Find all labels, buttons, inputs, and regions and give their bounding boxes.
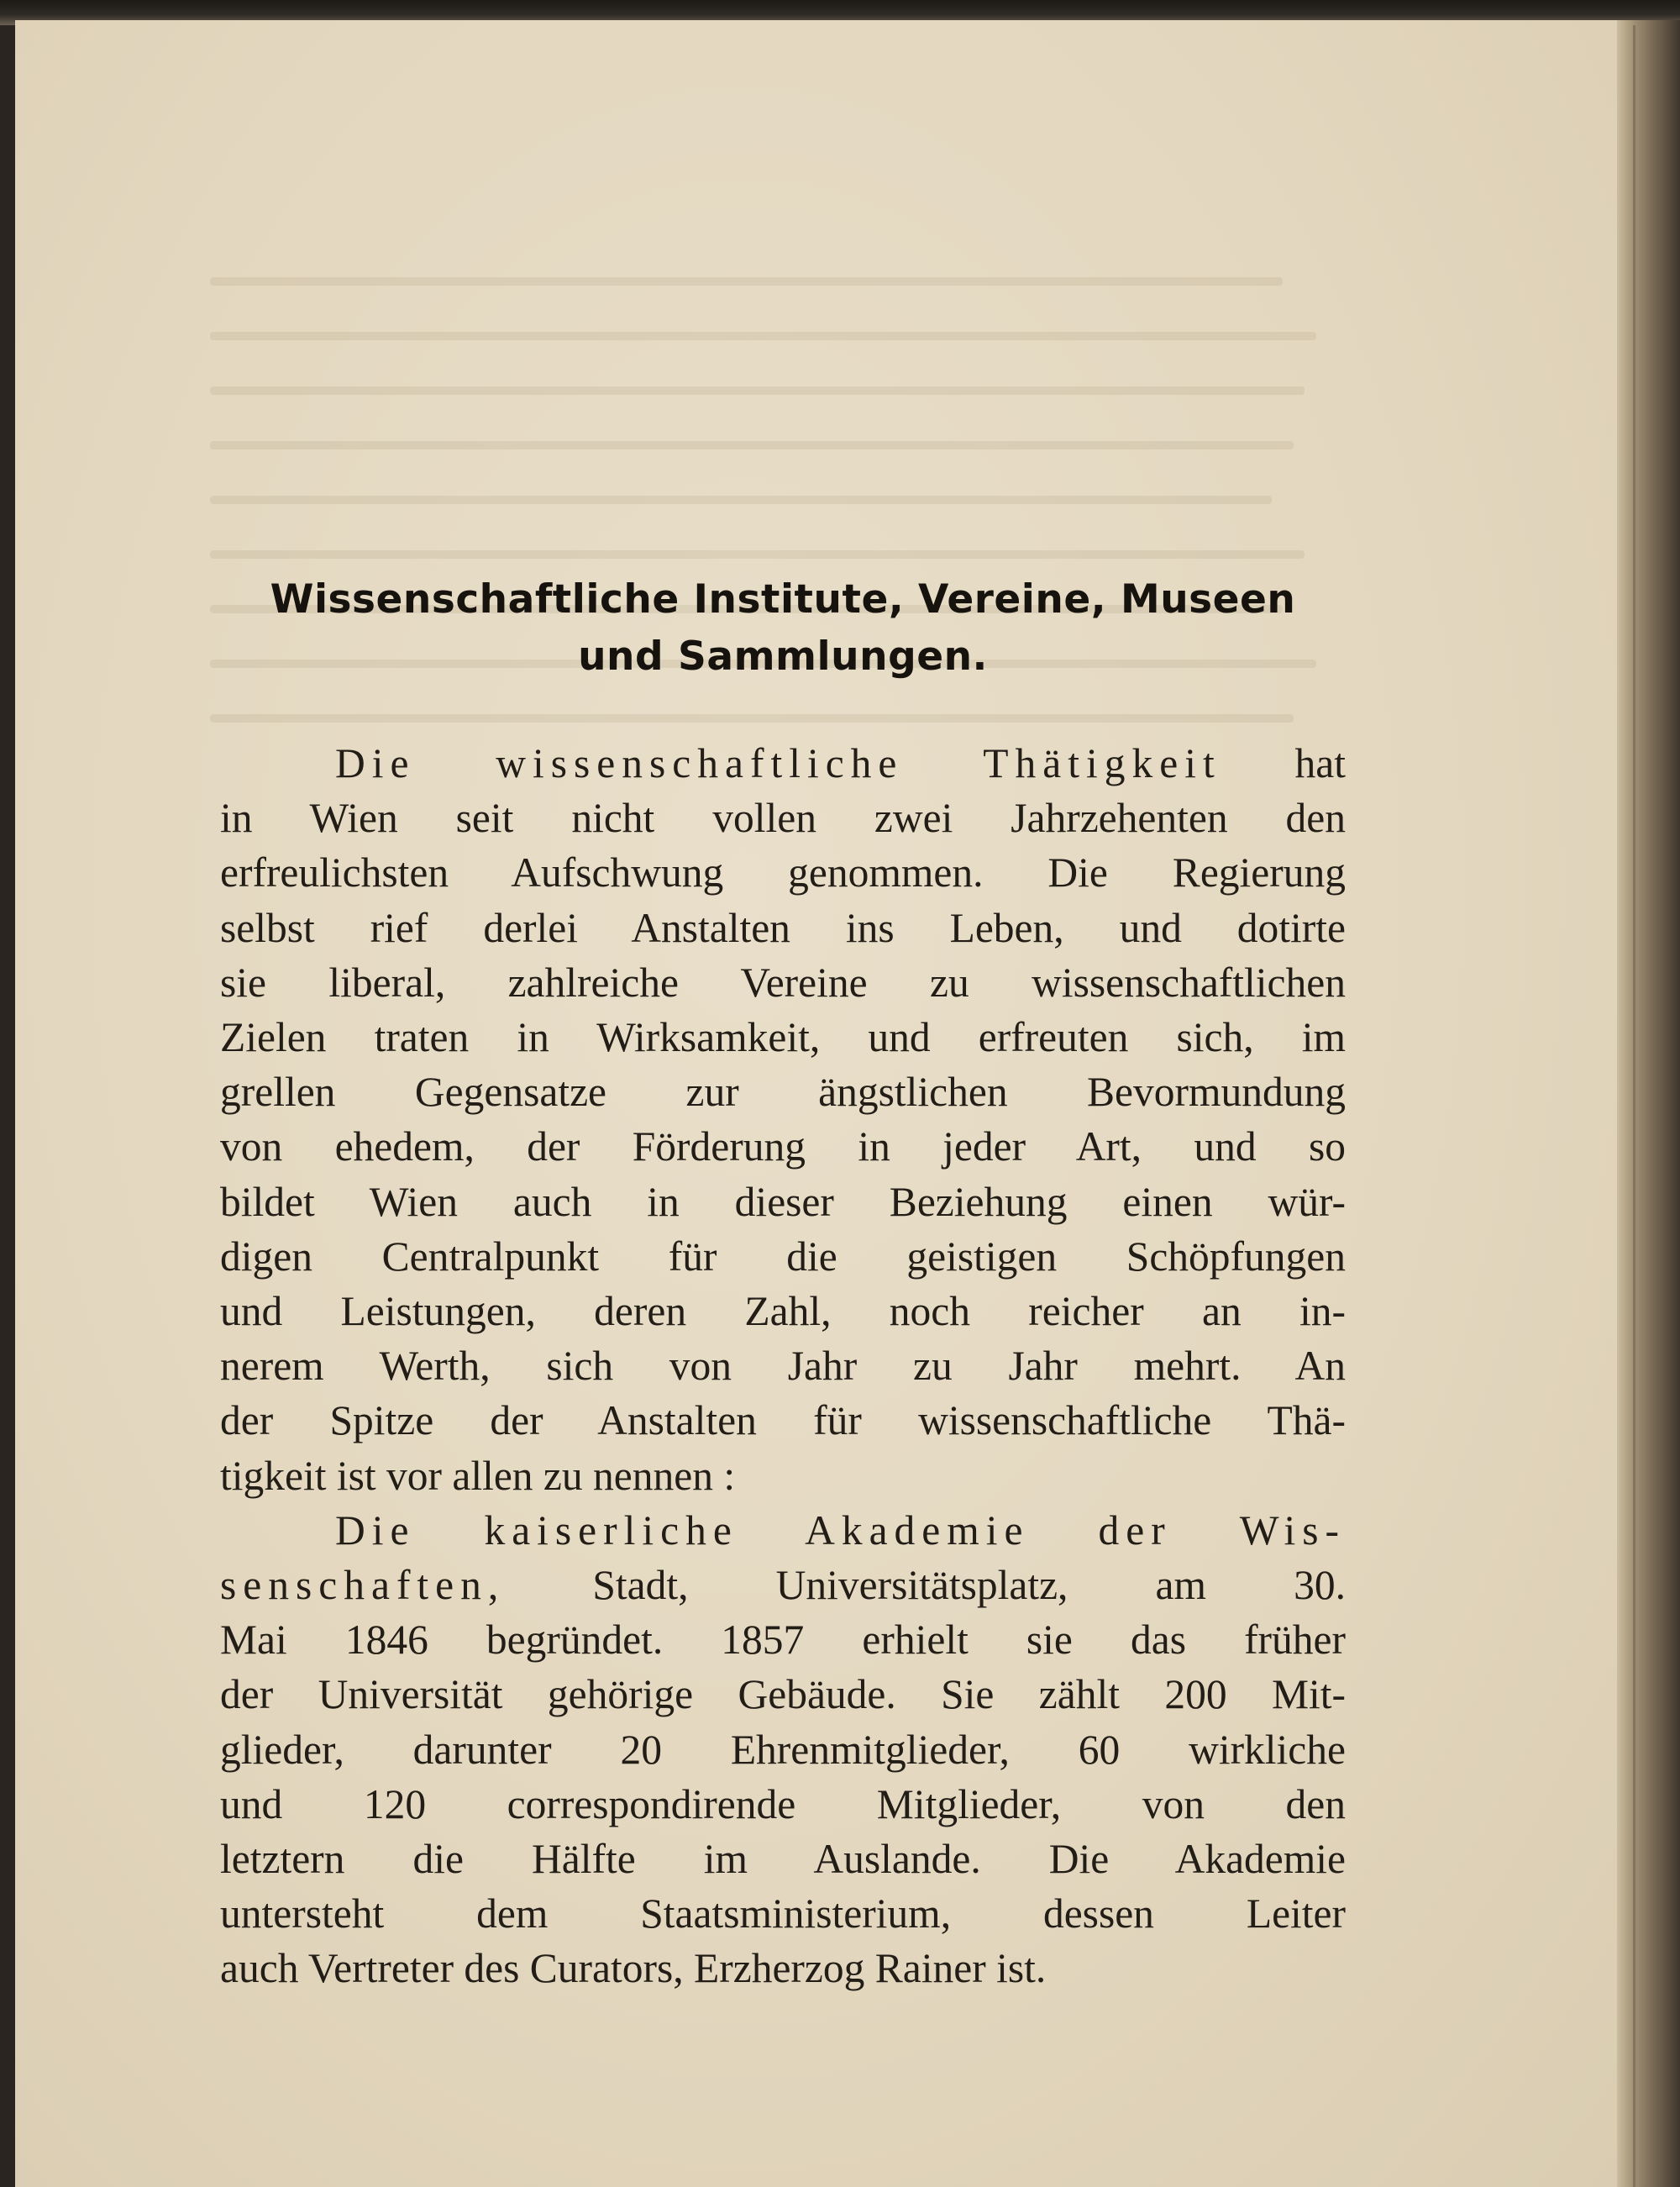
paragraph-1-line: nerem Werth, sich von Jahr zu Jahr mehrt. An	[220, 1343, 1346, 1390]
paragraph-1-line: der Spitze der Anstalten für wissenschaftliche Thä-	[220, 1397, 1346, 1444]
paragraph-1-line	[220, 736, 1346, 791]
line-text: Stadt, Universitätsplatz, am 30.	[505, 1562, 1346, 1609]
book-binding-edge	[1617, 20, 1680, 2187]
paragraph-1-line: selbst rief derlei Anstalten ins Leben, und dotirte	[220, 904, 1346, 951]
paragraph-1-line: Zielen traten in Wirksamkeit, und erfreuten sich, im	[220, 1014, 1346, 1061]
paragraph-1	[220, 736, 1346, 1503]
line-text: hat	[1221, 740, 1346, 786]
paragraph-2-line: Mai 1846 begründet. 1857 erhielt sie das früher	[220, 1617, 1346, 1664]
section-heading	[220, 571, 1346, 686]
paragraph-1-line: in Wien seit nicht vollen zwei Jahrzehenten den	[220, 795, 1346, 842]
paragraph-2-line	[220, 1558, 1346, 1612]
section-heading-line-1: Wissenschaftliche Institute, Vereine, Museen	[270, 576, 1296, 623]
paragraph-1-line: bildet Wien auch in dieser Beziehung einen wür-	[220, 1178, 1346, 1225]
paragraph-2-line	[220, 1503, 1346, 1558]
paragraph-2-line: der Universität gehörige Gebäude. Sie zählt 200 Mit-	[220, 1671, 1346, 1718]
paragraph-1-line: sie liberal, zahlreiche Vereine zu wissenschaftlichen	[220, 959, 1346, 1006]
paragraph-1-line: und Leistungen, deren Zahl, noch reicher an in-	[220, 1288, 1346, 1335]
paragraph-1-line: digen Centralpunkt für die geistigen Schöpfungen	[220, 1233, 1346, 1280]
paragraph-2-line: und 120 correspondirende Mitglieder, von den	[220, 1780, 1346, 1827]
paragraph-1-line: grellen Gegensatze zur ängstlichen Bevormundung	[220, 1069, 1346, 1116]
page-content	[220, 571, 1346, 1996]
paragraph-2-line: untersteht dem Staatsministerium, dessen Leiter	[220, 1890, 1346, 1937]
paragraph-2-line: letztern die Hälfte im Auslande. Die Akademie	[220, 1836, 1346, 1883]
paragraph-1-line: von ehedem, der Förderung in jeder Art, und so	[220, 1123, 1346, 1170]
paragraph-2	[220, 1503, 1346, 1996]
spaced-emphasis: Die wissenschaftliche Thätigkeit	[335, 740, 1221, 786]
paragraph-2-line: auch Vertreter des Curators, Erzherzog Rainer ist.	[220, 1945, 1047, 1992]
paragraph-1-line: tigkeit ist vor allen zu nennen :	[220, 1452, 736, 1499]
section-heading-line-2: und Sammlungen.	[578, 633, 988, 680]
paragraph-2-line: glieder, darunter 20 Ehrenmitglieder, 60 wirkliche	[220, 1726, 1346, 1773]
paragraph-1-line: erfreulichsten Aufschwung genommen. Die Regierung	[220, 849, 1346, 896]
binding-line	[1633, 25, 1635, 2187]
spaced-emphasis: Die kaiserliche Akademie der Wis-	[335, 1506, 1346, 1554]
spaced-emphasis: senschaften,	[220, 1562, 506, 1609]
